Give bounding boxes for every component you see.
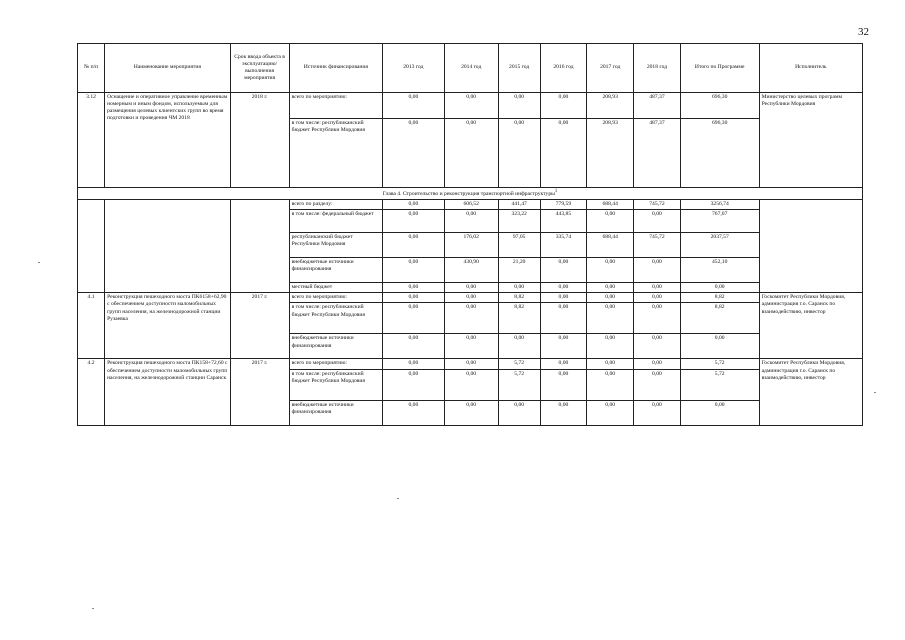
ch4-v1-6: 767,07: [680, 210, 759, 233]
ch4-source-3: внебюджетные источники финансирования: [289, 258, 383, 283]
ch4-v4-1: 0,00: [444, 283, 498, 293]
ch4-v4-3: 0,00: [540, 283, 587, 293]
header-2014: 2014 год: [444, 44, 498, 93]
row-312-v1-5: 487,37: [634, 119, 681, 188]
row-42-v0-5: 0,00: [634, 359, 681, 369]
row-42-v0-1: 0,00: [444, 359, 498, 369]
row-41-v2-3: 0,00: [540, 334, 587, 359]
row-42-v2-3: 0,00: [540, 400, 587, 425]
row-41-v2-1: 0,00: [444, 334, 498, 359]
ch4-v1-3: 443,85: [540, 210, 587, 233]
row-312-v0-5: 487,37: [634, 93, 681, 119]
row-312-executor: Министерство целевых программ Республики Мордовия: [759, 93, 862, 188]
row-41-source-0: всего по мероприятию:: [289, 293, 383, 303]
header-2017: 2017 год: [587, 44, 634, 93]
ch4-v1-5: 0,00: [634, 210, 681, 233]
row-312-v0-3: 0,00: [540, 93, 587, 119]
page-number: 32: [858, 26, 869, 38]
header-executor: Исполнитель: [759, 44, 862, 93]
row-41-v0-0: 0,00: [383, 293, 445, 303]
table-row: [78, 200, 863, 210]
ch4-v1-0: 0,00: [383, 210, 445, 233]
row-42-v2-5: 0,00: [634, 400, 681, 425]
ch4-source-0: всего по разделу:: [289, 200, 383, 210]
program-table: [77, 43, 863, 426]
row-41-v2-4: 0,00: [587, 334, 634, 359]
row-42-v1-2: 5,72: [498, 369, 540, 400]
header-2018: 2018 год: [634, 44, 681, 93]
row-312-source-0: всего по мероприятию:: [289, 93, 383, 119]
row-42-source-2: внебюджетные источники финансирования: [289, 400, 383, 425]
ch4-v4-0: 0,00: [383, 283, 445, 293]
row-42-v0-2: 5,72: [498, 359, 540, 369]
table-row: [78, 293, 863, 303]
row-42-v0-3: 0,00: [540, 359, 587, 369]
row-42-source-0: всего по мероприятию:: [289, 359, 383, 369]
scan-speck: [38, 262, 40, 263]
scan-speck: [92, 608, 94, 609]
ch4-v3-0: 0,00: [383, 258, 445, 283]
row-42-name: Реконструкция пешеходного моста ПК158+72,60 с обеспечением доступности маломобильных групп населения, на железнодорожной станции Саранск: [105, 359, 231, 425]
row-42-v2-4: 0,00: [587, 400, 634, 425]
ch4-v0-6: 3256,74: [680, 200, 759, 210]
row-41-v0-1: 0,00: [444, 293, 498, 303]
chapter-4-footnote: 1: [554, 189, 558, 194]
row-312-v1-4: 208,93: [587, 119, 634, 188]
row-312-v1-1: 0,00: [444, 119, 498, 188]
header-name: Наименование мероприятия: [105, 44, 231, 93]
header-2015: 2015 год: [498, 44, 540, 93]
row-312-v1-0: 0,00: [383, 119, 445, 188]
row-312-v1-2: 0,00: [498, 119, 540, 188]
ch4-v3-1: 430,90: [444, 258, 498, 283]
row-312-v0-6: 696,30: [680, 93, 759, 119]
row-42-v0-6: 5,72: [680, 359, 759, 369]
ch4-v3-6: 452,10: [680, 258, 759, 283]
header-source: Источник финансирования: [289, 44, 383, 93]
ch4-v2-6: 2037,57: [680, 233, 759, 258]
ch4-source-1: в том числе: федеральный бюджет: [289, 210, 383, 233]
row-312-v0-4: 208,93: [587, 93, 634, 119]
row-41-executor: Госкомитет Республики Мордовия, администрация г.о. Саранск по взаимодействию, инвестор: [759, 293, 862, 359]
row-41-v0-2: 8,82: [498, 293, 540, 303]
row-312-v0-2: 0,00: [498, 93, 540, 119]
ch4-v0-0: 0,00: [383, 200, 445, 210]
row-42-v1-0: 0,00: [383, 369, 445, 400]
ch4-v2-1: 176,02: [444, 233, 498, 258]
row-42-v1-6: 5,72: [680, 369, 759, 400]
row-42-term: 2017 г.: [230, 359, 289, 425]
row-42-v2-1: 0,00: [444, 400, 498, 425]
scan-speck: [397, 498, 399, 499]
row-41-v2-6: 0,00: [680, 334, 759, 359]
ch4-v1-1: 0,00: [444, 210, 498, 233]
row-41-v1-6: 8,82: [680, 303, 759, 334]
ch4-source-2: республиканский бюджет Республики Мордовия: [289, 233, 383, 258]
row-42-v0-4: 0,00: [587, 359, 634, 369]
row-41-v0-4: 0,00: [587, 293, 634, 303]
row-41-name: Реконструкция пешеходного моста ПК6158+62,90 с обеспечением доступности маломобильных групп населения, на железнодорожной станции Рузаевка: [105, 293, 231, 359]
row-42-v0-0: 0,00: [383, 359, 445, 369]
header-num: № п/п: [78, 44, 105, 93]
row-42-v2-6: 0,00: [680, 400, 759, 425]
row-41-v1-1: 0,00: [444, 303, 498, 334]
ch4-v2-3: 335,74: [540, 233, 587, 258]
ch4-v2-0: 0,00: [383, 233, 445, 258]
program-table-sheet: [77, 43, 863, 426]
chapter-4-title: Глава 4. Строительство и реконструкция транспортной инфраструктуры$^1$: [78, 188, 863, 200]
header-row: [78, 44, 863, 93]
row-41-term: 2017 г.: [230, 293, 289, 359]
row-41-v1-4: 0,00: [587, 303, 634, 334]
row-41-v1-5: 0,00: [634, 303, 681, 334]
table-row: [78, 93, 863, 119]
row-42-source-1: в том числе: республиканский бюджет Республики Мордовия: [289, 369, 383, 400]
ch4-v3-4: 0,00: [587, 258, 634, 283]
ch4-v0-5: 745,72: [634, 200, 681, 210]
ch4-v1-2: 323,22: [498, 210, 540, 233]
ch4-v0-1: 606,52: [444, 200, 498, 210]
ch4-v0-3: 779,59: [540, 200, 587, 210]
row-41-v0-3: 0,00: [540, 293, 587, 303]
row-41-v0-5: 0,00: [634, 293, 681, 303]
row-312-source-1: в том числе: республиканский бюджет Республики Мордовия: [289, 119, 383, 188]
row-312-term: 2018 г.: [230, 93, 289, 188]
row-312-v0-1: 0,00: [444, 93, 498, 119]
row-41-v0-6: 8,82: [680, 293, 759, 303]
row-41-v1-3: 0,00: [540, 303, 587, 334]
ch4-v4-2: 0,00: [498, 283, 540, 293]
row-312-name: Оснащение и оперативное управление временным номерным и иным фондом, используемым для размещения целевых клиентских групп во время подготовки и проведения ЧМ 2018: [105, 93, 231, 188]
row-41-v2-5: 0,00: [634, 334, 681, 359]
row-41-v2-0: 0,00: [383, 334, 445, 359]
ch4-v3-5: 0,00: [634, 258, 681, 283]
ch4-v4-4: 0,00: [587, 283, 634, 293]
ch4-v2-5: 745,72: [634, 233, 681, 258]
scan-speck: [874, 392, 876, 393]
ch4-v0-2: 441,47: [498, 200, 540, 210]
header-total: Итого по Программе: [680, 44, 759, 93]
row-312-v1-3: 0,00: [540, 119, 587, 188]
header-2013: 2013 год: [383, 44, 445, 93]
ch4-v2-4: 688,44: [587, 233, 634, 258]
row-41-source-1: в том числе: республиканский бюджет Республики Мордовия: [289, 303, 383, 334]
row-312-v0-0: 0,00: [383, 93, 445, 119]
ch4-v1-4: 0,00: [587, 210, 634, 233]
ch4-v2-2: 97,05: [498, 233, 540, 258]
row-42-v1-3: 0,00: [540, 369, 587, 400]
row-42-num: 4.2: [78, 359, 105, 425]
header-term: Срок ввода объекта в эксплуатацию/ выполнения мероприятия: [230, 44, 289, 93]
table-row: [78, 359, 863, 369]
row-42-v1-1: 0,00: [444, 369, 498, 400]
row-41-v1-2: 8,82: [498, 303, 540, 334]
header-2016: 2016 год: [540, 44, 587, 93]
chapter-row: [78, 188, 863, 200]
ch4-v4-6: 0,00: [680, 283, 759, 293]
ch4-v3-3: 0,00: [540, 258, 587, 283]
ch4-v4-5: 0,00: [634, 283, 681, 293]
row-42-v1-5: 0,00: [634, 369, 681, 400]
ch4-v0-4: 688,44: [587, 200, 634, 210]
row-41-num: 4.1: [78, 293, 105, 359]
row-42-executor: Госкомитет Республики Мордовия, администрация г.о. Саранск по взаимодействию, инвестор: [759, 359, 862, 425]
row-41-source-2: внебюджетные источники финансирования: [289, 334, 383, 359]
row-312-num: 3.12: [78, 93, 105, 188]
row-41-v1-0: 0,00: [383, 303, 445, 334]
row-312-v1-6: 696,30: [680, 119, 759, 188]
row-42-v2-0: 0,00: [383, 400, 445, 425]
ch4-v3-2: 21,20: [498, 258, 540, 283]
row-42-v2-2: 0,00: [498, 400, 540, 425]
row-41-v2-2: 0,00: [498, 334, 540, 359]
ch4-source-4: местный бюджет: [289, 283, 383, 293]
row-42-v1-4: 0,00: [587, 369, 634, 400]
